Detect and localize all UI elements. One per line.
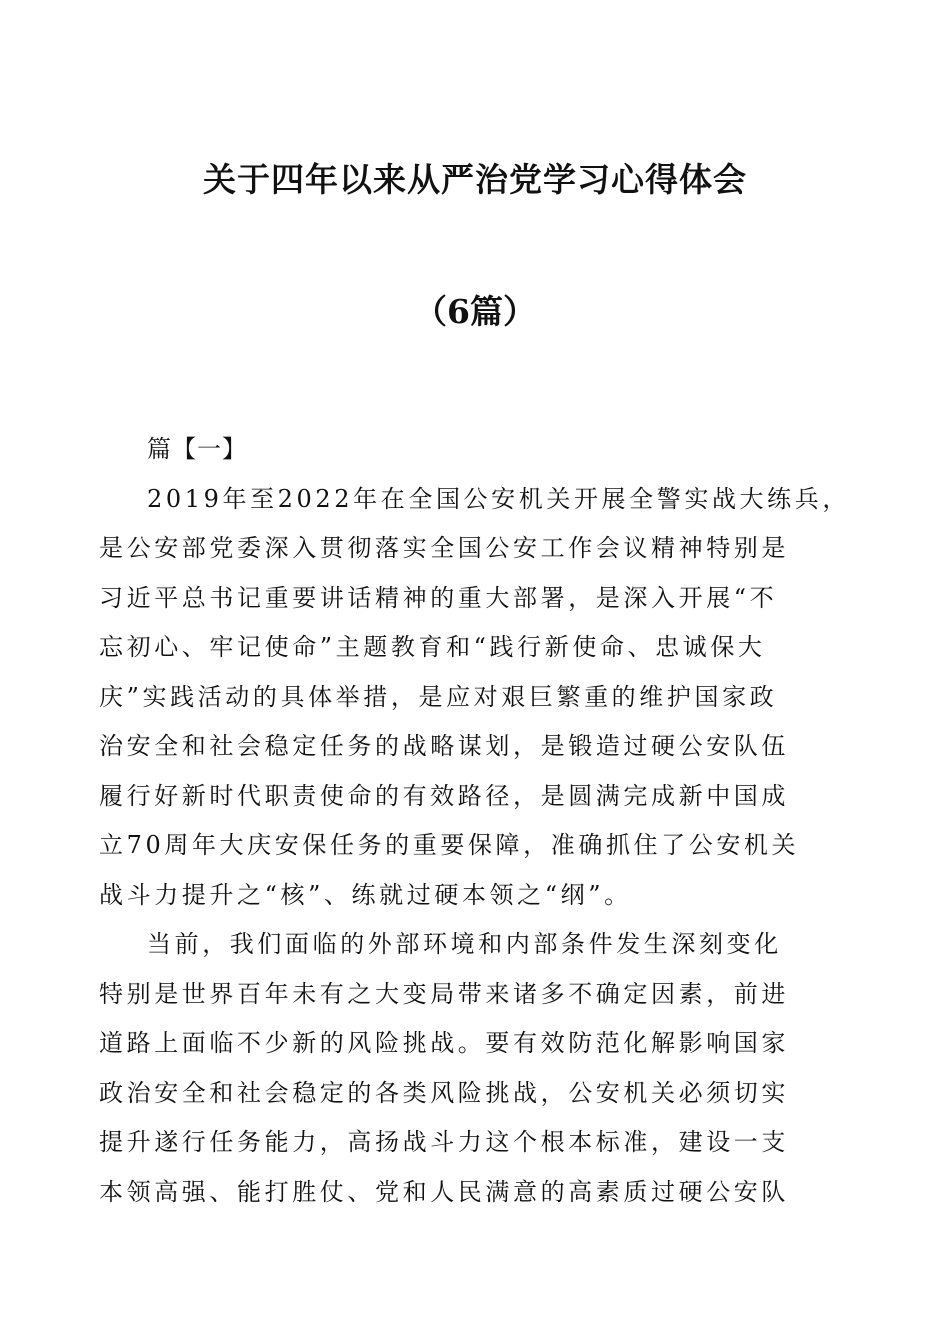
paragraph-1	[99, 475, 850, 921]
paragraph-line: 习近平总书记重要讲话精神的重大部署，是深入开展“不	[99, 583, 778, 612]
paragraph-line: 当前，我们面临的外部环境和内部条件发生深刻变化	[147, 930, 782, 958]
paragraph-line: 治安全和社会稳定任务的战略谋划，是锻造过硬公安队伍	[99, 732, 789, 760]
paragraph-line: 立70周年大庆安保任务的重要保障，准确抓住了公安机关	[99, 831, 800, 859]
paragraph-line: 是公安部党委深入贯彻落实全国公安工作会议精神特别是	[99, 534, 789, 562]
paragraph-line: 2019年至2022年在全国公安机关开展全警实战大练兵，	[147, 484, 850, 513]
paragraph-line: 特别是世界百年未有之大变局带来诸多不确定因素，前进	[99, 979, 789, 1008]
paragraph-line: 忘初心、牢记使命”主题教育和“践行新使命、忠诚保大	[99, 633, 766, 661]
section-label: 篇【一】	[147, 435, 247, 463]
document-body	[99, 425, 850, 1217]
paragraph-line: 庆”实践活动的具体举措，是应对艰巨繁重的维护国家政	[99, 682, 778, 711]
document-title: 关于四年以来从严治党学习心得体会	[203, 160, 747, 199]
paragraph-line: 政治安全和社会稳定的各类风险挑战，公安机关必须切实	[99, 1078, 789, 1107]
paragraph-line: 战斗力提升之“核”、练就过硬本领之“纲”。	[99, 880, 632, 909]
paragraph-2	[99, 920, 807, 1217]
paragraph-line: 本领高强、能打胜仗、党和人民满意的高素质过硬公安队	[99, 1177, 789, 1206]
paragraph-line: 履行好新时代职责使命的有效路径，是圆满完成新中国成	[99, 781, 789, 810]
paragraph-line: 道路上面临不少新的风险挑战。要有效防范化解影响国家	[99, 1029, 789, 1057]
document-subtitle: （6篇）	[414, 292, 536, 331]
paragraph-line: 提升遂行任务能力，高扬战斗力这个根本标准，建设一支	[99, 1128, 789, 1156]
